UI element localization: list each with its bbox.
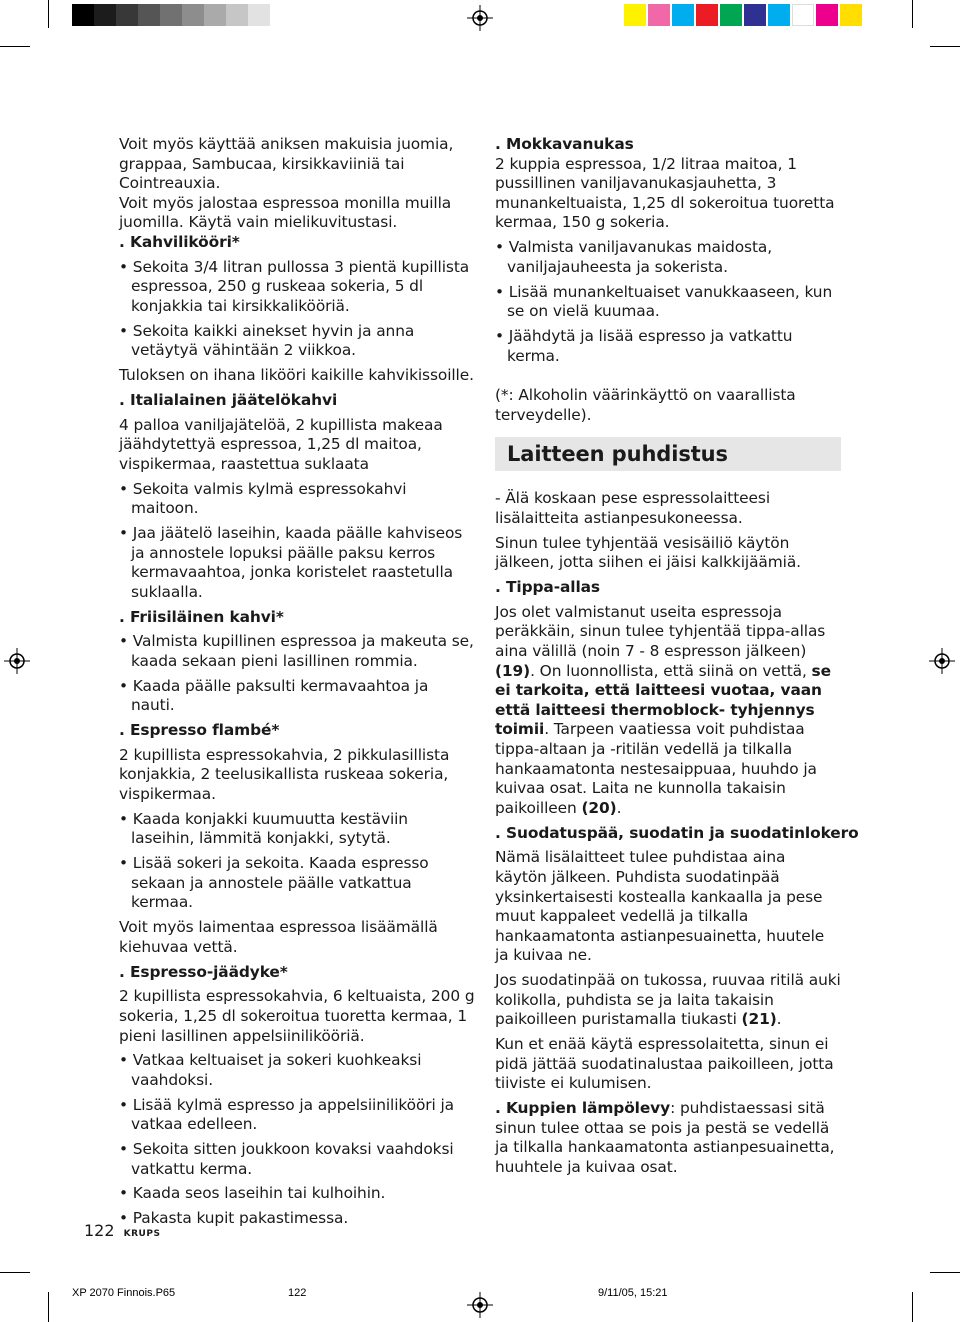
recipe-heading: . Espresso flambé* — [119, 721, 280, 740]
crop-mark — [912, 1292, 913, 1322]
intro-paragraph: Voit myös jalostaa espressoa monilla muilla juomilla. Käytä vain mielikuvitustasi. — [119, 193, 452, 232]
figure-ref: (20) — [581, 798, 617, 817]
alcohol-note: (*: Alkoholin väärinkäyttö on vaarallista terveydelle). — [495, 386, 796, 424]
crop-mark — [0, 46, 30, 47]
bullet-item: • Jaa jäätelö laseihin, kaada päälle kahviseos ja annostele lopuksi päälle paksu kerros kermavaahtoa, jonka koristelet raastetulla suklaalla. — [119, 524, 463, 601]
crop-mark — [48, 0, 49, 28]
text-run: Jos olet valmistanut useita espressoja peräkkäin, sinun tulee tyhjentää tippa-allas aina välillä (noin 7 - 8 espresson jälkeen) — [495, 602, 826, 660]
crop-mark — [930, 1272, 960, 1273]
bullet-item: • Kaada seos laseihin tai kulhoihin. — [119, 1184, 386, 1203]
cleaning-heading: . Tippa-allas — [495, 578, 600, 597]
bullet-item: • Lisää sokeri ja sekoita. Kaada espresso sekaan ja annostele päälle vatkattua kermaa. — [119, 854, 429, 912]
figure-ref: (19) — [495, 661, 531, 680]
left-column — [119, 135, 475, 1234]
recipe-heading: . Espresso-jäädyke* — [119, 962, 288, 981]
ingredients: 2 kupillista espressokahvia, 2 pikkulasillista konjakkia, 2 teelusikallista ruskeaa sokeria, vispikermaa. — [119, 745, 450, 804]
bullet-item: • Vatkaa keltuaiset ja sokeri kuohkeaksi vaahdoksi. — [119, 1051, 422, 1089]
text-run: : puhdistaessasi sitä sinun tulee ottaa se pois ja pestä se vedellä ja tilkalla hankaamatonta astianpesuainetta, huuhtele ja kuivaa osat. — [495, 1099, 835, 1176]
body-text: Kun et enää käytä espressolaitetta, sinun ei pidä jättää suodatinalustaa paikoilleen, jotta tiiviste ei kulumisen. — [495, 1035, 834, 1093]
bullet-item: • Valmista kupillinen espressoa ja makeuta se, kaada sekaan pieni lasillinen rommia. — [119, 632, 474, 670]
recipe-heading: . Kahvilikööri* — [119, 232, 240, 251]
slug-date: 9/11/05, 15:21 — [598, 1287, 668, 1299]
body-text — [495, 603, 841, 819]
cleaning-heading: . Suodatuspää, suodatin ja suodatinlokero — [495, 823, 859, 842]
text-run: . — [776, 1010, 782, 1029]
section-title: Laitteen puhdistus — [495, 437, 841, 471]
bullet-item: • Kaada päälle paksulti kermavaahtoa ja nauti. — [119, 676, 429, 715]
bullet-item: • Lisää munankeltuaiset vanukkaaseen, kun se on vielä kuumaa. — [495, 282, 833, 321]
crop-mark — [930, 46, 960, 47]
body-text — [495, 971, 841, 1030]
bullet-item: • Sekoita valmis kylmä espressokahvi maitoon. — [119, 479, 407, 518]
registration-mark-icon — [467, 5, 493, 31]
emphasis-text: se ei tarkoita, että laitteesi vuotaa, vaan että laitteesi thermoblock- tyhjennys toimii — [495, 661, 831, 739]
registration-mark-icon — [467, 1292, 493, 1318]
ingredients: 2 kupillista espressokahvia, 6 keltuaista, 200 g sokeria, 1,25 dl sokeroitua tuoretta kermaa, 1 pieni lasillinen appelsiinilikööriä. — [119, 987, 475, 1045]
recipe-heading: . Mokkavanukas — [495, 135, 634, 153]
bullet-item: • Sekoita kaikki ainekset hyvin ja anna vetäytyä vähintään 2 viikkoa. — [119, 321, 415, 360]
body-text: Tuloksen on ihana likööri kaikille kahvikissoille. — [119, 366, 474, 385]
recipe-heading: . Friisiläinen kahvi* — [119, 607, 284, 626]
warning-text: - Älä koskaan pese espressolaitteesi lisälaitteita astianpesukoneessa. — [495, 489, 770, 527]
right-column — [495, 135, 859, 1183]
body-text — [495, 1099, 841, 1177]
text-run: Jos suodatinpää on tukossa, ruuvaa ritilä auki kolikolla, puhdista se ja laita takaisin paikoilleen puristamalla tiukasti — [495, 971, 841, 1029]
ingredients: 4 palloa vaniljajätelöä, 2 kupillista makeaa jäähdytettyä espressoa, 1,25 dl maitoa, vispikermaa, raastettua suklaata — [119, 415, 443, 473]
page-number: 122 — [84, 1221, 115, 1240]
bullet-item: • Sekoita sitten joukkoon kovaksi vaahdoksi vatkattu kerma. — [119, 1140, 454, 1178]
text-run: . — [616, 798, 622, 817]
body-text: Sinun tulee tyhjentää vesisäiliö käytön jälkeen, jotta siihen ei jäisi kalkkijäämiä. — [495, 533, 801, 572]
body-text: Nämä lisälaitteet tulee puhdistaa aina käytön jälkeen. Puhdista suodatinpää yksinkertaisesti kostealla kankaalla ja pese muut kappaleet vedellä ja tilkalla hankaamatonta astianpesuainetta, huutele ja kuivaa ne. — [495, 848, 825, 965]
intro-paragraph: Voit myös käyttää aniksen makuisia juomia, grappaa, Sambucaa, kirsikkaviiniä tai Cointreauxia. — [119, 135, 454, 193]
body-text: Voit myös laimentaa espressoa lisäämällä kiehuvaa vettä. — [119, 918, 438, 956]
crop-mark — [0, 1272, 30, 1273]
bullet-item: • Pakasta kupit pakastimessa. — [119, 1209, 349, 1228]
slug-file: XP 2070 Finnois.P65 — [72, 1287, 176, 1299]
color-bar — [624, 4, 890, 26]
bullet-item: • Sekoita 3/4 litran pullossa 3 pientä kupillista espressoa, 250 g ruskeaa sokeria, 5 dl konjakkia tai kirsikkalikööriä. — [119, 257, 470, 315]
registration-mark-icon — [4, 648, 30, 674]
recipe-heading: . Italialainen jäätelökahvi — [119, 390, 338, 409]
text-run: . Tarpeen vaatiessa voit puhdistaa tippa-altaan ja -ritilän vedellä ja tilkalla hankaamatonta nestesaippuaa, huuhdo ja kuivaa osat. Laita ne kunnolla takaisin paikoilleen — [495, 720, 817, 817]
text-run: . On luonnollista, että siinä on vettä, — [530, 661, 812, 680]
page-footer — [84, 1221, 160, 1245]
figure-ref: (21) — [741, 1010, 777, 1029]
slug-page: 122 — [288, 1287, 307, 1299]
bullet-item: • Lisää kylmä espresso ja appelsiinilikööri ja vatkaa edelleen. — [119, 1095, 454, 1134]
crop-mark — [48, 1292, 49, 1322]
ingredients: 2 kuppia espressoa, 1/2 litraa maitoa, 1 pussillinen vaniljavanukasjauhetta, 3 munankeltuaista, 1,25 dl sokeroitua tuoretta kermaa, 150 g sokeria. — [495, 154, 835, 232]
gray-scale-bar — [72, 4, 272, 26]
bullet-item: • Jäähdytä ja lisää espresso ja vatkattu kerma. — [495, 326, 793, 365]
bullet-item: • Valmista vaniljavanukas maidosta, vaniljajauheesta ja sokerista. — [495, 238, 773, 276]
bullet-item: • Kaada konjakki kuumuutta kestäviin laseihin, lämmitä konjakki, sytytä. — [119, 809, 408, 848]
crop-mark — [912, 0, 913, 28]
cleaning-heading: . Kuppien lämpölevy — [495, 1099, 671, 1117]
brand-logo: KRUPS — [123, 1229, 161, 1239]
registration-mark-icon — [929, 648, 955, 674]
